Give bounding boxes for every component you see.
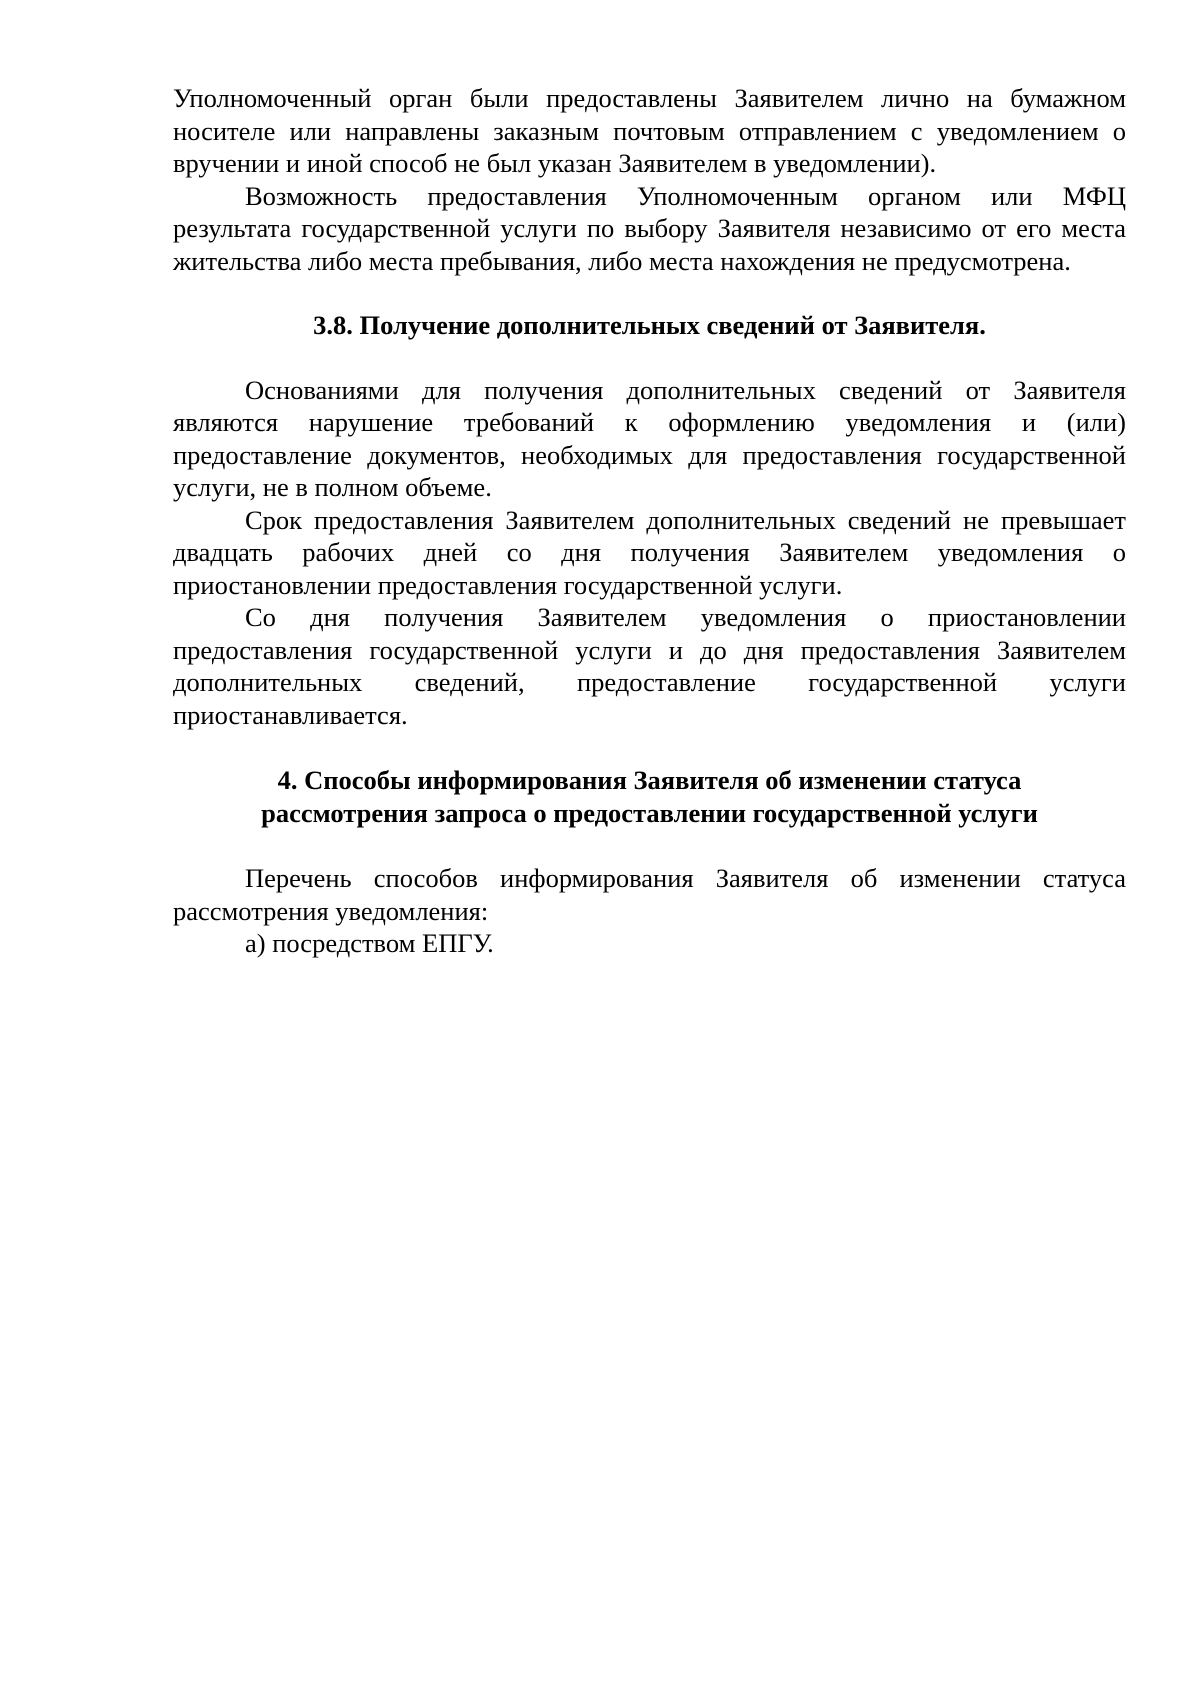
paragraph-term: Срок предоставления Заявителем дополнительных сведений не превышает двадцать рабочих дней со дня получения Заявителем уведомления о приостановлении предоставления государственной услуги.: [173, 504, 1126, 600]
section-heading-4: [173, 764, 1126, 829]
paragraph-possibility: Возможность предоставления Уполномоченным органом или МФЦ результата государственной услуги по выбору Заявителя независимо от его места жительства либо места пребывания, либо места нахождения не предусмотрена.: [173, 180, 1126, 276]
list-item-a: а) посредством ЕПГУ.: [245, 928, 494, 958]
paragraph-intro: Уполномоченный орган были предоставлены Заявителем лично на бумажном носителе или направлены заказным почтовым отправлением с уведомлением о вручении и иной способ не был указан Заявителем в уведомлении).: [173, 83, 1126, 178]
section-heading-4-line-1: 4. Способы информирования Заявителя об изменении статуса: [277, 765, 1022, 795]
section-heading-4-line-2: рассмотрения запроса о предоставлении государственной услуги: [261, 797, 1038, 828]
document-page: [173, 82, 1126, 960]
paragraph-list-intro: Перечень способов информирования Заявителя об изменении статуса рассмотрения уведомления:: [173, 863, 1126, 926]
section-heading-3-8: 3.8. Получение дополнительных сведений от Заявителя.: [313, 310, 986, 340]
paragraph-grounds: Основаниями для получения дополнительных сведений от Заявителя являются нарушение требований к оформлению уведомления и (или) предоставление документов, необходимых для предоставления государственной услуги, не в полном объеме.: [173, 374, 1126, 502]
paragraph-suspension: Со дня получения Заявителем уведомления о приостановлении предоставления государственной услуги и до дня предоставления Заявителем дополнительных сведений, предоставление государственной услуги приостанавливается.: [173, 602, 1126, 730]
